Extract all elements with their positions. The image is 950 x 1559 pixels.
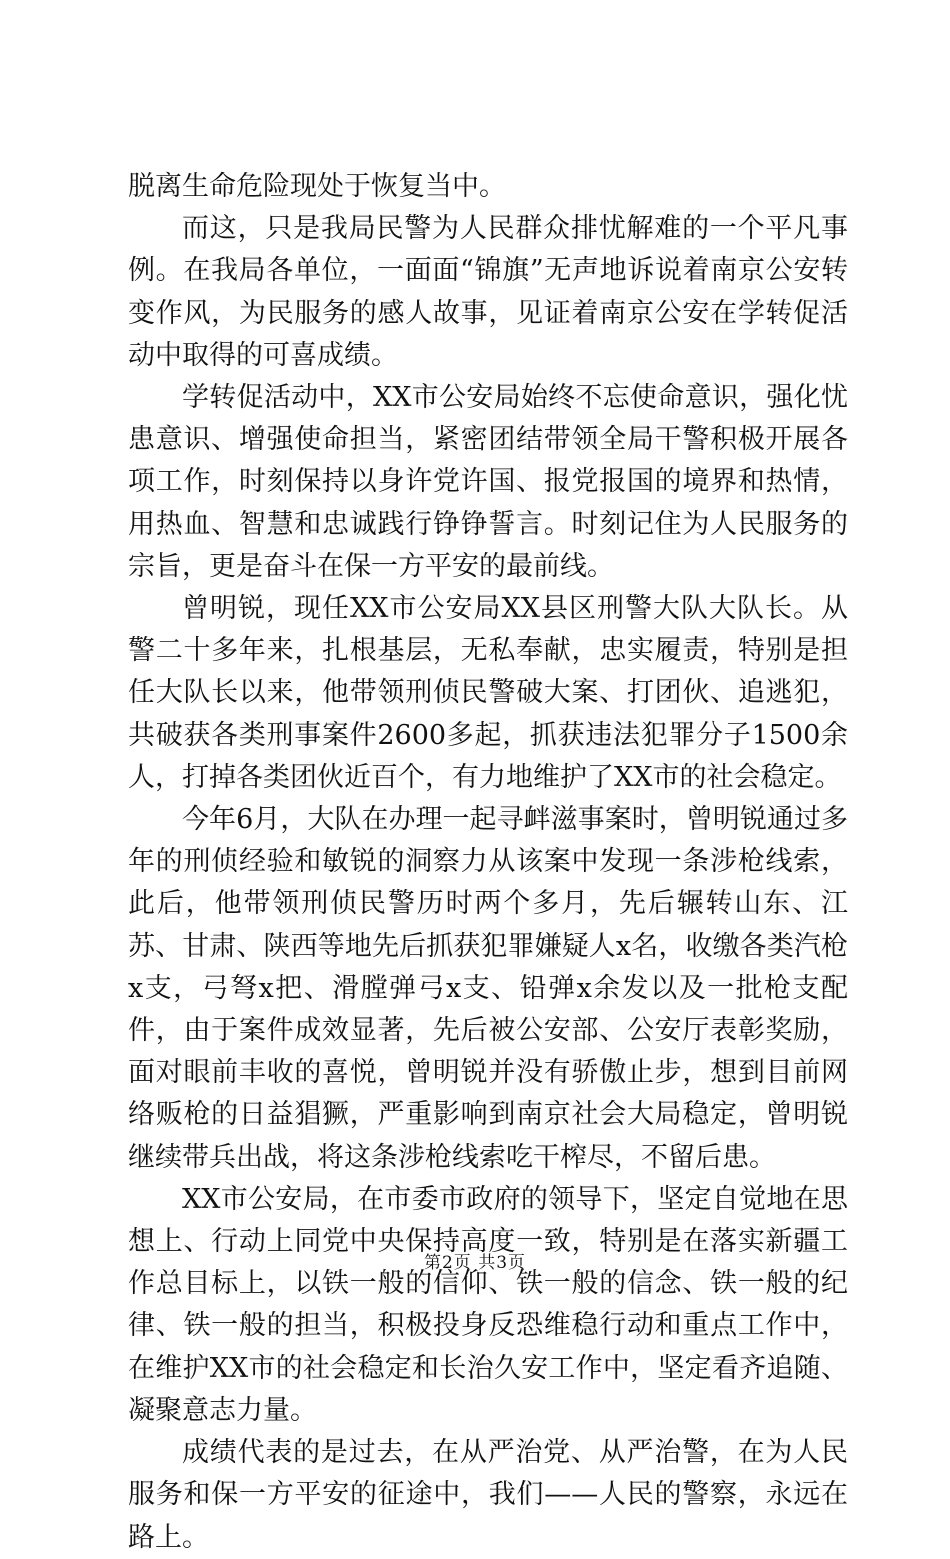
paragraph-6: XX市公安局，在市委市政府的领导下，坚定自觉地在思想上、行动上同党中央保持高度一致，特别是在落实新疆工作总目标上，以铁一般的信仰、铁一般的信念、铁一般的纪律、铁一般的担当，积极投身反恐维稳行动和重点工作中，在维护XX市的社会稳定和长治久安工作中，坚定看齐追随、凝聚意志力量。 [128,1183,848,1426]
paragraph-1: 脱离生命危险现处于恢复当中。 [128,171,506,202]
paragraph-5: 今年6月，大队在办理一起寻衅滋事案时，曾明锐通过多年的刑侦经验和敏锐的洞察力从该案中发现一条涉枪线索，此后，他带领刑侦民警历时两个多月，先后辗转山东、江苏、甘肃、陕西等地先后抓获犯罪嫌疑人x名，收缴各类汽枪x支，弓弩x把、滑膛弹弓x支、铅弹x余发以及一批枪支配件，由于案件成效显著，先后被公安部、公安厅表彰奖励，面对眼前丰收的喜悦，曾明锐并没有骄傲止步，想到目前网络贩枪的日益猖獗，严重影响到南京社会大局稳定，曾明锐继续带兵出战，将这条涉枪线索吃干榨尽，不留后患。 [128,804,848,1173]
paragraph-4: 曾明锐，现任XX市公安局XX县区刑警大队大队长。从警二十多年来，扎根基层，无私奉献，忠实履责，特别是担任大队长以来，他带领刑侦民警破大案、打团伙、追逃犯，共破获各类刑事案件2600多起，抓获违法犯罪分子1500余人，打掉各类团伙近百个，有力地维护了XX市的社会稳定。 [128,593,848,793]
document-body [128,166,848,1559]
paragraph-3: 学转促活动中，XX市公安局始终不忘使命意识，强化忧患意识、增强使命担当，紧密团结带领全局干警积极开展各项工作，时刻保持以身许党许国、报党报国的境界和热情，用热血、智慧和忠诚践行铮铮誓言。时刻记住为人民服务的宗旨，更是奋斗在保一方平安的最前线。 [128,382,848,582]
paragraph-2: 而这，只是我局民警为人民群众排忧解难的一个平凡事例。在我局各单位，一面面“锦旗”无声地诉说着南京公安转变作风，为民服务的感人故事，见证着南京公安在学转促活动中取得的可喜成绩。 [128,213,848,371]
page-number: 第2页 共3页 [423,1253,527,1273]
paragraph-7: 成绩代表的是过去，在从严治党、从严治警，在为人民服务和保一方平安的征途中，我们——人民的警察，永远在路上。 [128,1437,848,1553]
